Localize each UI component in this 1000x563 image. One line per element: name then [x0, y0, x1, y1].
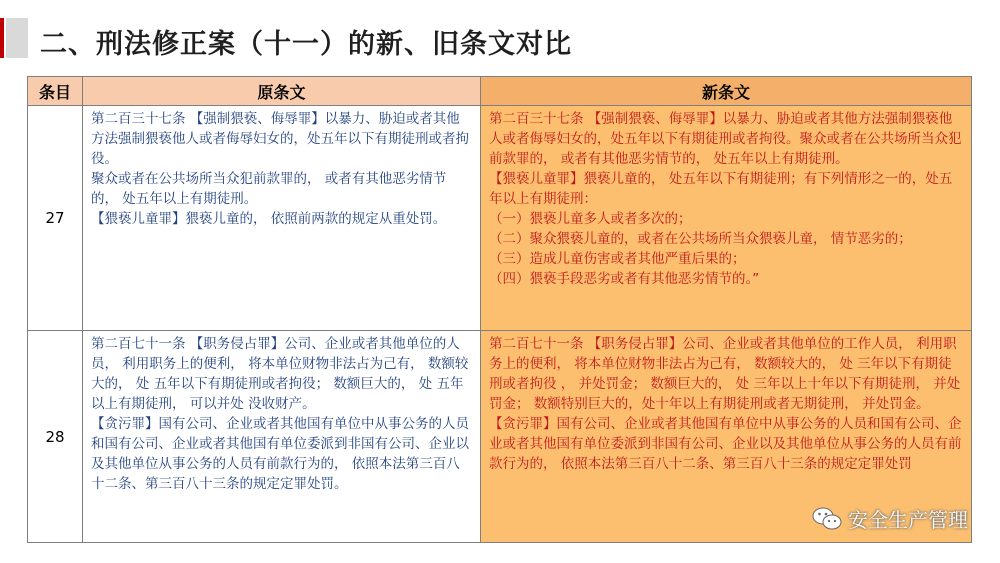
- watermark-text: 安全生产管理: [848, 508, 968, 532]
- header-item: 条目: [28, 77, 83, 106]
- old-paragraph: 【贪污罪】国有公司、企业或者其他国有单位中从事公务的人员和国有公司、企业或者其他国有单位委派到非国有公司、企业以及其他单位从事公务的人员有前款行为的， 依照本法第三百八十二条、第三百八十三条的规定定罪处罚。: [91, 416, 469, 492]
- row-number: 27: [28, 106, 83, 331]
- row-number: 28: [28, 331, 83, 543]
- comparison-table: [27, 76, 972, 543]
- new-paragraph: （一）猥亵儿童多人或者多次的；: [489, 211, 692, 227]
- new-text-cell: [481, 106, 972, 331]
- watermark: [812, 504, 968, 533]
- page-title: 二、刑法修正案（十一）的新、旧条文对比: [40, 29, 572, 60]
- table-row: [28, 106, 972, 331]
- accent-bar-shadow: [6, 18, 28, 58]
- old-text-cell: [83, 106, 481, 331]
- new-paragraph: 【贪污罪】国有公司、企业或者其他国有单位中从事公务的人员和国有公司、企业或者其他国有单位委派到非国有公司、企业以及其他单位从事公务的人员有前款行为的， 依照本法第三百八十二条、第三百八十三条的规定定罪处罚: [489, 416, 962, 472]
- new-paragraph: 第二百七十一条 【职务侵占罪】公司、企业或者其他单位的工作人员， 利用职务上的便利， 将本单位财物非法占为己有， 数额较大的， 处 三年以下有期徒刑或者拘役 ， 并处罚金； 数额巨大的， 处 三年以上十年以下有期徒刑， 并处 罚金； 数额特别巨大的，处十年以上有期徒刑或者无期徒刑， 并处罚金。: [489, 336, 961, 412]
- old-paragraph: 聚众或者在公共场所当众犯前款罪的， 或者有其他恶劣情节的， 处五年以上有期徒刑。: [91, 171, 447, 207]
- new-paragraph: （四）猥亵手段恶劣或者有其他恶劣情节的。”: [489, 271, 760, 287]
- new-paragraph: 第二百三十七条 【强制猥亵、侮辱罪】以暴力、胁迫或者其他方法强制猥亵他人或者侮辱妇女的，处五年以下有期徒刑或者拘役。聚众或者在公共场所当众犯前款罪的， 或者有其他恶劣情节的， 处五年以上有期徒刑。: [489, 111, 962, 167]
- table-header-row: [28, 77, 972, 106]
- old-text-cell: [83, 331, 481, 543]
- accent-bar: [0, 18, 4, 58]
- old-paragraph: 第二百七十一条 【职务侵占罪】公司、企业或者其他单位的人员， 利用职务上的便利， 将本单位财物非法占为己有， 数额较大的， 处 五年以下有期徒刑或者拘役； 数额巨大的， 处 五年以上有期徒刑， 可以并处 没收财产。: [91, 336, 469, 412]
- header-old-text: 原条文: [83, 77, 481, 106]
- old-paragraph: 第二百三十七条 【强制猥亵、侮辱罪】以暴力、胁迫或者其他方法强制猥亵他人或者侮辱妇女的，处五年以下有期徒刑或者拘役。: [91, 111, 469, 167]
- header-new-text: 新条文: [481, 77, 972, 106]
- old-paragraph: 【猥亵儿童罪】猥亵儿童的， 依照前两款的规定从重处罚。: [91, 211, 447, 227]
- new-paragraph: （二）聚众猥亵儿童的，或者在公共场所当众猥亵儿童， 情节恶劣的；: [489, 231, 912, 247]
- wechat-icon: [812, 506, 842, 532]
- new-paragraph: （三）造成儿童伤害或者其他严重后果的；: [489, 251, 746, 267]
- new-paragraph: 【猥亵儿童罪】猥亵儿童的， 处五年以下有期徒刑；有下列情形之一的，处五年以上有期徒刑：: [489, 171, 953, 207]
